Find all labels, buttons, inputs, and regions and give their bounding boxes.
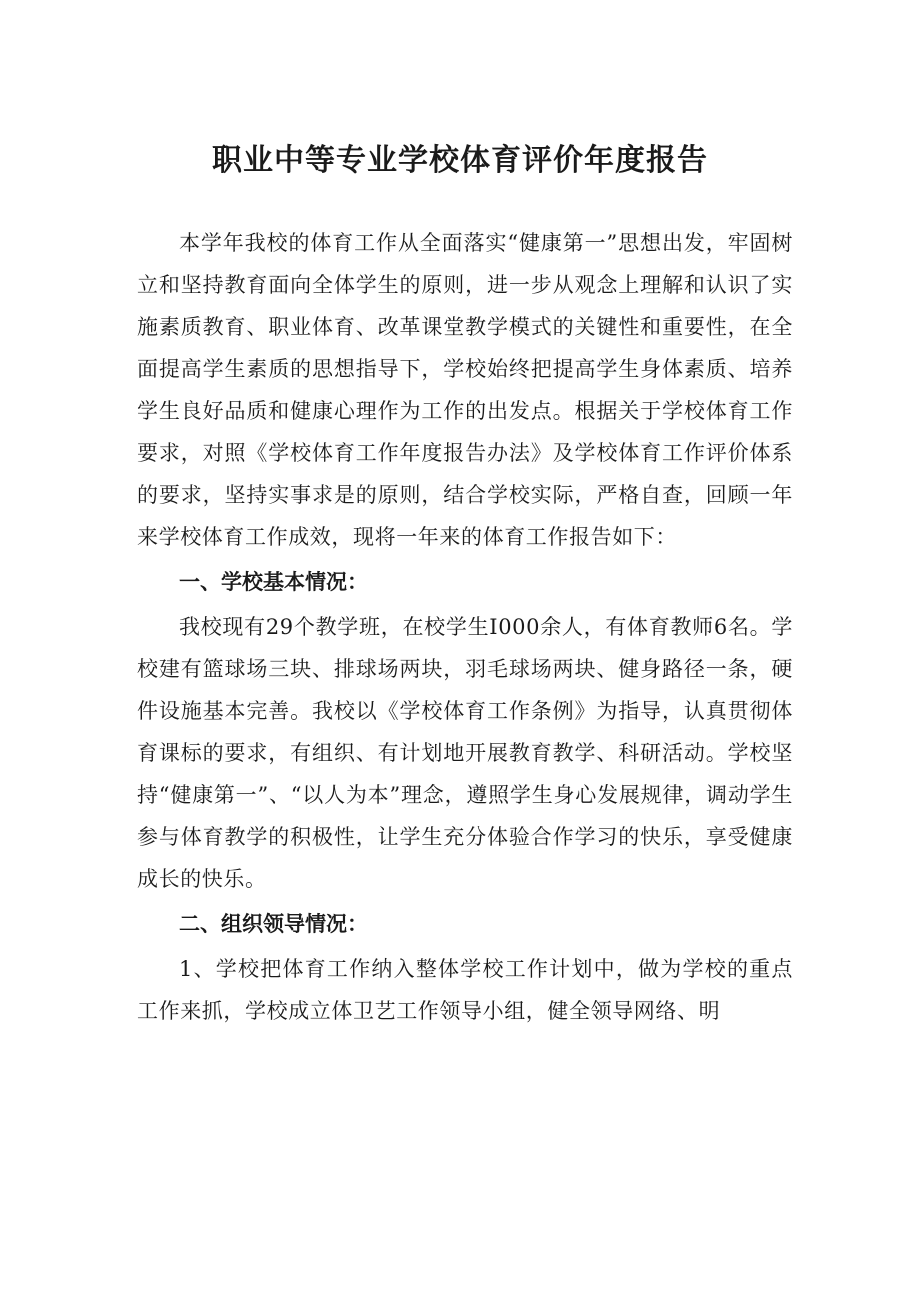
intro-paragraph: 本学年我校的体育工作从全面落实“健康第一”思想出发，牢固树立和坚持教育面向全体学生的原则，进一步从观念上理解和认识了实施素质教育、职业体育、改革课堂教学模式的关键性和重要性，在全面提高学生素质的思想指导下，学校始终把提高学生身体素质、培养学生良好品质和健康心理作为工作的出发点。根据关于学校体育工作要求，对照《学校体育工作年度报告办法》及学校体育工作评价体系的要求，坚持实事求是的原则，结合学校实际，严格自查，回顾一年来学校体育工作成效，现将一年来的体育工作报告如下： xyxy=(137,231,793,549)
leadership-paragraph: 1、学校把体育工作纳入整体学校工作计划中，做为学校的重点工作来抓，学校成立体卫艺工作领导小组，健全领导网络、明 xyxy=(137,957,793,1023)
section-heading-basic-info: 一、学校基本情况： xyxy=(179,570,368,594)
document-title: 职业中等专业学校体育评价年度报告 xyxy=(212,143,708,178)
basic-info-paragraph: 我校现有29个教学班，在校学生I000余人，有体育教师6名。学校建有篮球场三块、排球场两块，羽毛球场两块、健身路径一条，硬件设施基本完善。我校以《学校体育工作条例》为指导，认真贯彻体育课标的要求，有组织、有计划地开展教育教学、科研活动。学校坚持“健康第一”、“以人为本”理念，遵照学生身心发展规律，调动学生参与体育教学的积极性，让学生充分体验合作学习的快乐，享受健康成长的快乐。 xyxy=(137,615,793,891)
document-body xyxy=(137,222,793,1032)
section-heading-leadership: 二、组织领导情况： xyxy=(179,912,368,936)
